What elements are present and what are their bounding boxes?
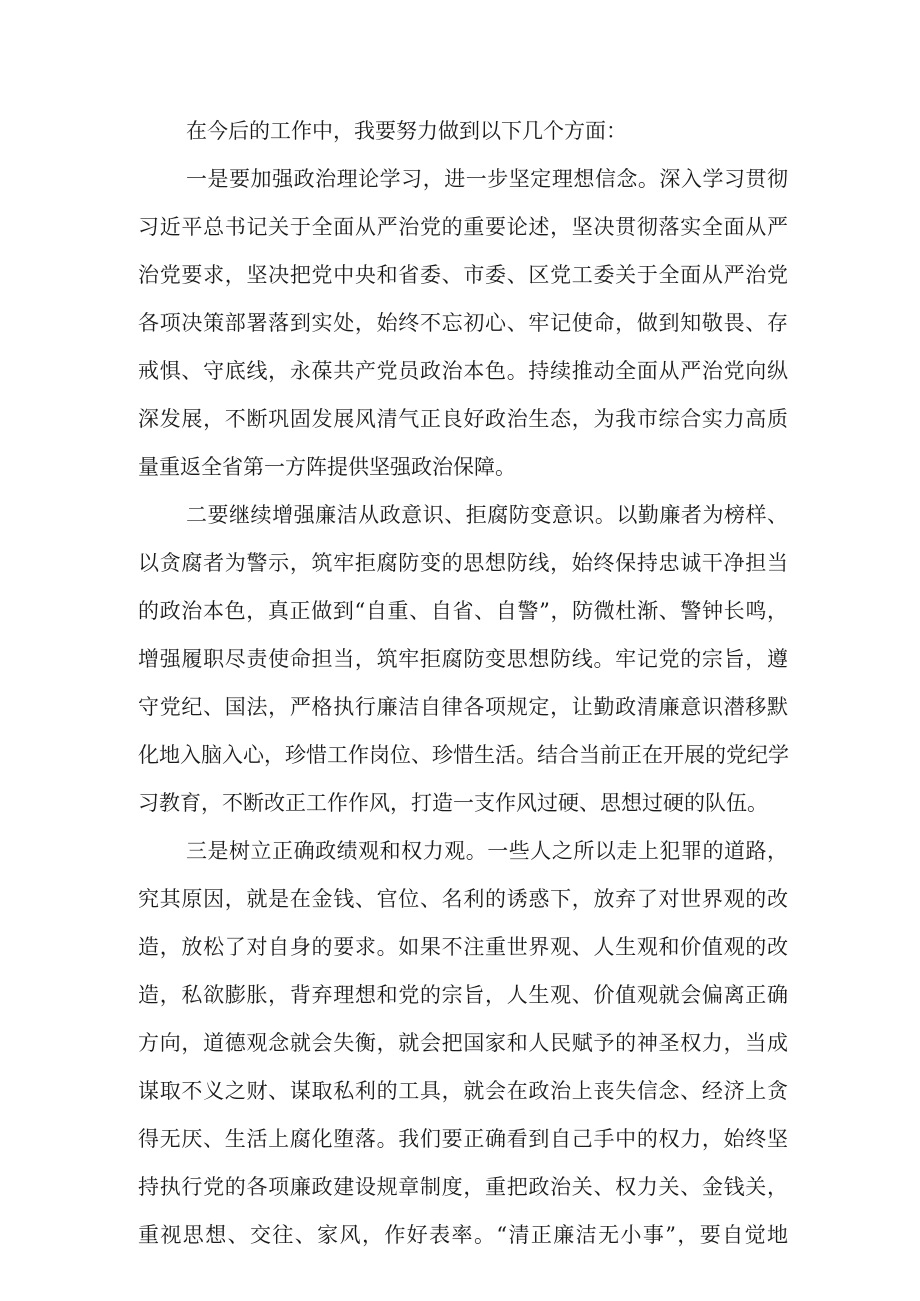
paragraph-line: 得无厌、生活上腐化堕落。我们要正确看到自己手中的权力，始终坚 xyxy=(138,1127,788,1151)
paragraph-line: 戒惧、守底线，永葆共产党员政治本色。持续推动全面从严治党向纵 xyxy=(138,359,788,383)
paragraph-line: 二要继续增强廉洁从政意识、拒腐防变意识。以勤廉者为榜样、 xyxy=(186,503,788,527)
paragraph-line: 深发展，不断巩固发展风清气正良好政治生态，为我市综合实力高质 xyxy=(138,407,788,431)
paragraph-line: 增强履职尽责使命担当，筑牢拒腐防变思想防线。牢记党的宗旨，遵 xyxy=(138,647,788,671)
paragraph-line: 一是要加强政治理论学习，进一步坚定理想信念。深入学习贯彻 xyxy=(186,167,788,191)
paragraph-line: 三是树立正确政绩观和权力观。一些人之所以走上犯罪的道路， xyxy=(186,839,788,863)
paragraph-line: 量重返全省第一方阵提供坚强政治保障。 xyxy=(138,455,516,479)
paragraph-line: 守党纪、国法，严格执行廉洁自律各项规定，让勤政清廉意识潜移默 xyxy=(138,695,788,719)
paragraph-line: 谋取不义之财、谋取私利的工具，就会在政治上丧失信念、经济上贪 xyxy=(138,1079,788,1103)
paragraph-line: 习教育，不断改正工作作风，打造一支作风过硬、思想过硬的队伍。 xyxy=(138,791,768,815)
paragraph-line: 治党要求，坚决把党中央和省委、市委、区党工委关于全面从严治党 xyxy=(138,263,788,287)
paragraph-line: 的政治本色，真正做到“自重、自省、自警”，防微杜渐、警钟长鸣， xyxy=(138,599,788,623)
paragraph-line: 造，私欲膨胀，背弃理想和党的宗旨，人生观、价值观就会偏离正确 xyxy=(138,983,788,1007)
paragraph-line: 化地入脑入心，珍惜工作岗位、珍惜生活。结合当前正在开展的党纪学 xyxy=(138,743,789,767)
paragraph-line: 重视思想、交往、家风，作好表率。“清正廉洁无小事”，要自觉地 xyxy=(138,1223,788,1247)
paragraph-line: 方向，道德观念就会失衡，就会把国家和人民赋予的神圣权力，当成 xyxy=(138,1031,788,1055)
paragraph-line: 习近平总书记关于全面从严治党的重要论述，坚决贯彻落实全面从严 xyxy=(138,215,788,239)
paragraph-line: 持执行党的各项廉政建设规章制度，重把政治关、权力关、金钱关， xyxy=(138,1175,788,1199)
paragraph-line: 以贪腐者为警示，筑牢拒腐防变的思想防线，始终保持忠诚干净担当 xyxy=(138,551,788,575)
paragraph-line: 各项决策部署落到实处，始终不忘初心、牢记使命，做到知敬畏、存 xyxy=(138,311,788,335)
paragraph-line: 在今后的工作中，我要努力做到以下几个方面： xyxy=(186,119,627,143)
paragraph-line: 究其原因，就是在金钱、官位、名利的诱惑下，放弃了对世界观的改 xyxy=(138,887,788,911)
paragraph-line: 造，放松了对自身的要求。如果不注重世界观、人生观和价值观的改 xyxy=(138,935,788,959)
